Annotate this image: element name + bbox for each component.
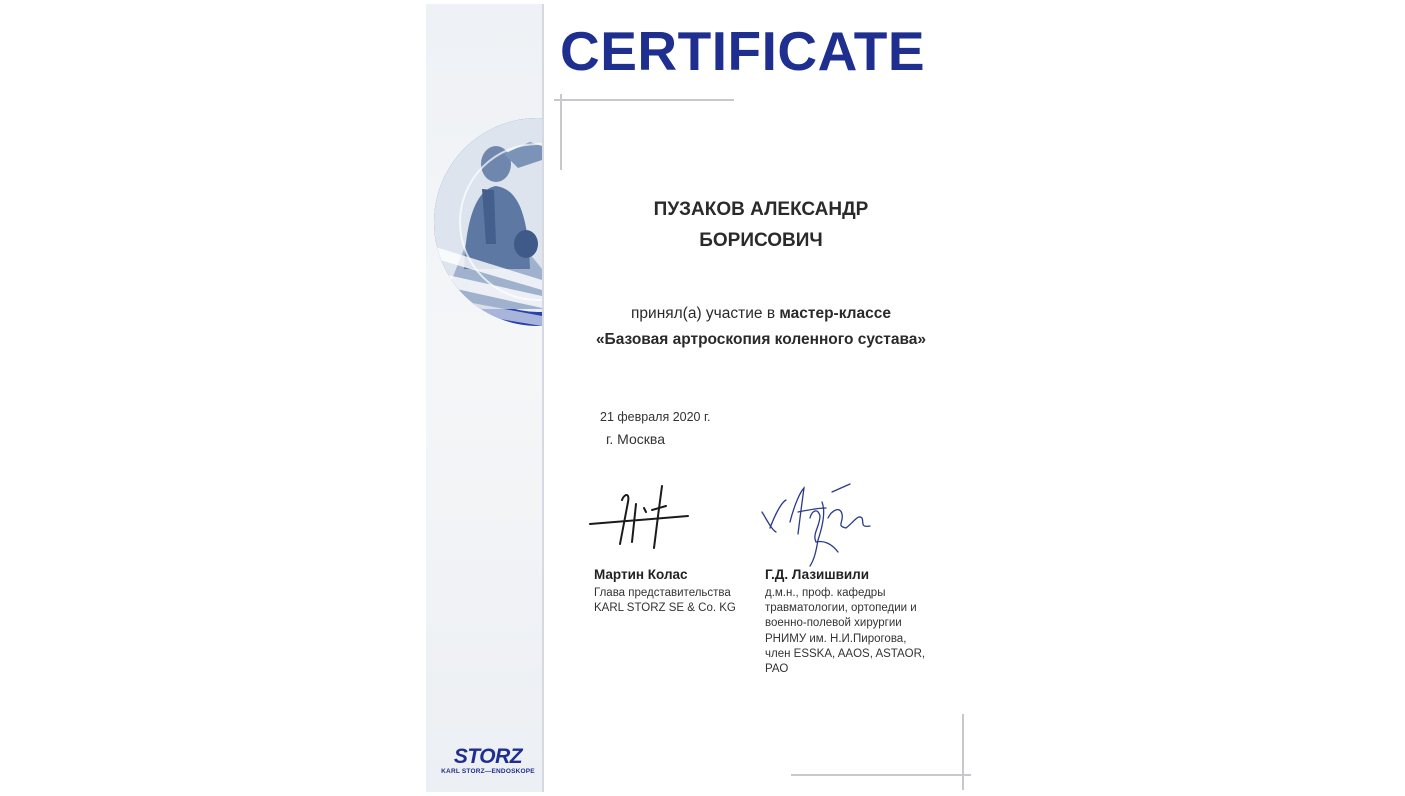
corner-mark-bottom [791,774,971,776]
certificate-title: CERTIFICATE [560,20,926,82]
signer-lazishvili-role-line: РНИМУ им. Н.И.Пирогова, [765,632,907,645]
signer-kolas [594,566,774,616]
surgeon-photo-circle [426,94,542,364]
issue-date: 21 февраля 2020 г. [600,410,711,424]
signer-kolas-role-line: KARL STORZ SE & Co. KG [594,602,736,615]
event-type: мастер-классе [779,305,891,322]
signer-kolas-role-line: Глава представительства [594,587,731,599]
course-title: «Базовая артроскопия коленного сустава» [595,331,927,348]
signer-lazishvili-role-line: д.м.н., проф. кафедры [765,587,886,599]
corner-mark-top [554,99,734,101]
storz-logo-brand: STORZ [453,745,523,768]
signature-kolas [588,482,694,554]
recipient-name [606,194,916,256]
storz-logo-subtitle: KARL STORZ—ENDOSKOPE [441,768,535,775]
decorative-side-strip [426,4,544,792]
participation-prefix: принял(а) участие в [631,305,780,322]
recipient-name-line1: ПУЗАКОВ АЛЕКСАНДР [653,199,869,220]
signature-lazishvili [760,482,876,568]
signer-lazishvili-role-line: военно-полевой хирургии [765,617,902,630]
signer-lazishvili-role-line: травматологии, ортопедии и [765,602,917,615]
corner-mark-top-vertical [560,94,562,170]
corner-mark-bottom-vertical [962,714,964,790]
participation-statement [576,301,946,353]
signer-lazishvili-name: Г.Д. Лазишвили [765,567,870,582]
signer-lazishvili-role-line: член ESSKA, AAOS, ASTAOR, [765,647,926,660]
certificate-sheet [426,4,972,792]
signer-kolas-name: Мартин Колас [594,567,688,582]
signer-lazishvili-role-line: РАО [765,663,789,676]
recipient-name-line2: БОРИСОВИЧ [699,230,823,251]
storz-logo [440,746,536,775]
signer-lazishvili [765,566,965,677]
issue-city: г. Москва [606,431,665,447]
